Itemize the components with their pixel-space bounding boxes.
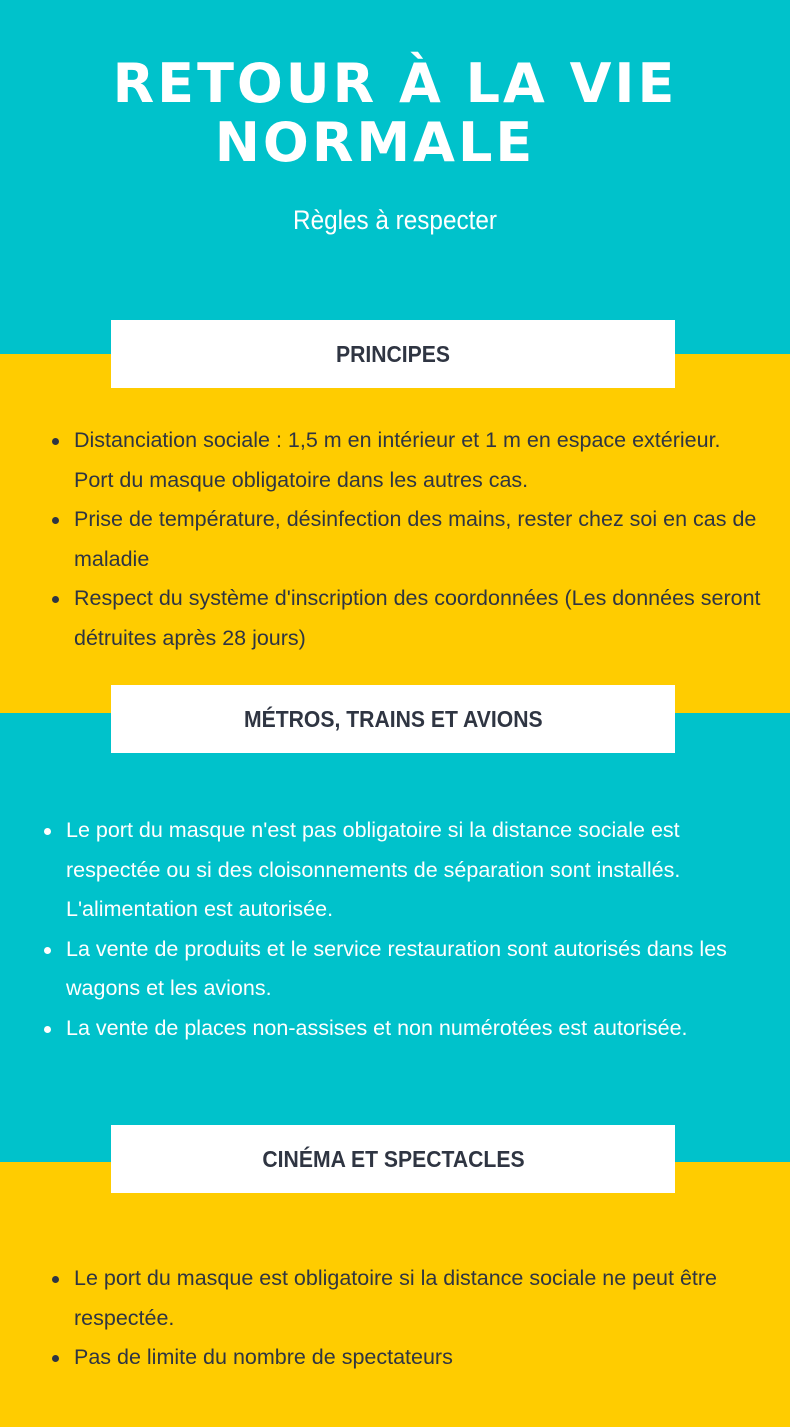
- list-item: Respect du système d'inscription des coordonnées (Les données seront détruites après 28 jours): [52, 579, 764, 658]
- section-heading-label: PRINCIPES: [335, 340, 451, 367]
- principes-list: [52, 421, 764, 658]
- list-item: Le port du masque est obligatoire si la distance sociale ne peut être respectée.: [52, 1259, 764, 1338]
- page-title-line-2: NORMALE: [214, 111, 536, 174]
- cinema-list: [52, 1259, 764, 1378]
- section-heading-label: CINÉMA ET SPECTACLES: [261, 1145, 525, 1172]
- section-heading-metros: [111, 685, 675, 753]
- list-item: La vente de places non-assises et non numérotées est autorisée.: [44, 1009, 766, 1049]
- metros-list: [44, 811, 766, 1048]
- list-item: Prise de température, désinfection des mains, rester chez soi en cas de maladie: [52, 500, 764, 579]
- section-heading-cinema: [111, 1125, 675, 1193]
- page-subtitle: Règles à respecter: [293, 205, 497, 235]
- list-item: Le port du masque n'est pas obligatoire si la distance sociale est respectée ou si des cloisonnements de séparation sont installés. L'alimentation est autorisée.: [44, 811, 766, 930]
- list-item: La vente de produits et le service restauration sont autorisés dans les wagons et les avions.: [44, 930, 766, 1009]
- page-title-line-1: RETOUR À LA VIE: [112, 52, 678, 115]
- section-heading-principes: [111, 320, 675, 388]
- list-item: Pas de limite du nombre de spectateurs: [52, 1338, 764, 1378]
- section-heading-label: MÉTROS, TRAINS ET AVIONS: [243, 705, 543, 732]
- list-item: Distanciation sociale : 1,5 m en intérieur et 1 m en espace extérieur. Port du masque obligatoire dans les autres cas.: [52, 421, 764, 500]
